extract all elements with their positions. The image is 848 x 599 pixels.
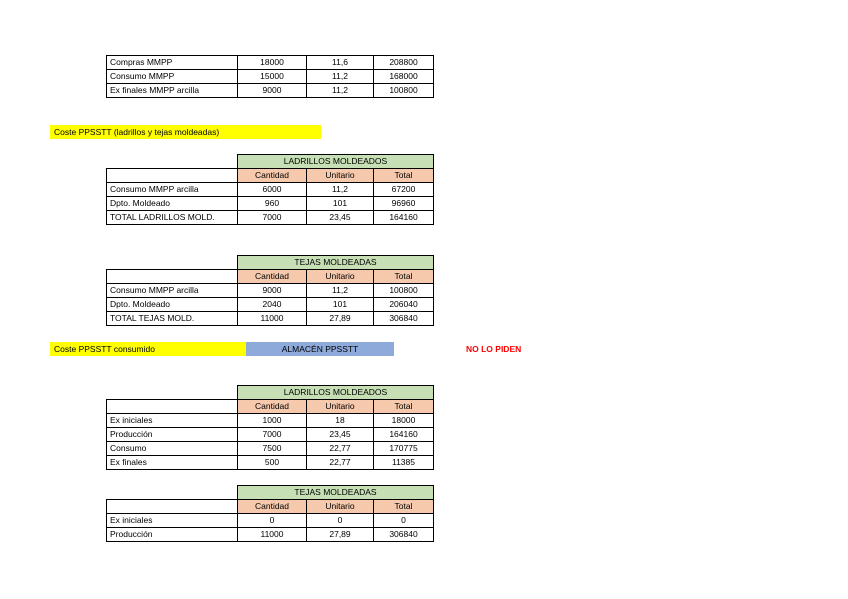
row-label: Dpto. Moldeado [107,298,238,312]
table-row [107,428,434,442]
row-label: TOTAL LADRILLOS MOLD. [107,211,238,225]
column-header: Total [374,169,434,183]
cell-unitario: 11,2 [307,70,374,84]
ladrillos-warehouse-table [106,385,434,470]
table-title: LADRILLOS MOLDEADOS [238,386,434,400]
table-header-row [107,400,434,414]
row-label: Ex iniciales [107,414,238,428]
table-header-row [107,169,434,183]
cell-cantidad: 960 [238,197,307,211]
cell-unitario: 18 [307,414,374,428]
cell-total: 164160 [374,428,434,442]
cell-cantidad: 0 [238,514,307,528]
row-label: Producción [107,528,238,542]
cell-unitario: 27,89 [307,312,374,326]
column-header: Total [374,400,434,414]
cell-unitario: 0 [307,514,374,528]
section-band-coste-consumido: Coste PPSSTT consumido [50,342,246,356]
cell-unitario: 11,2 [307,84,374,98]
cell-total: 100800 [374,284,434,298]
column-header: Total [374,270,434,284]
column-header: Unitario [307,169,374,183]
cell-total: 100800 [374,84,434,98]
row-label: Ex finales [107,456,238,470]
purchases-table [106,55,434,98]
table-title-row [107,256,434,270]
cell-cantidad: 11000 [238,528,307,542]
row-label: Consumo MMPP arcilla [107,284,238,298]
table-row [107,284,434,298]
cell-total: 164160 [374,211,434,225]
column-header: Cantidad [238,270,307,284]
cell-total: 208800 [374,56,434,70]
cell-unitario: 22,77 [307,442,374,456]
row-label: Consumo [107,442,238,456]
table-title: TEJAS MOLDEADAS [238,486,434,500]
table-row [107,211,434,225]
table-row [107,183,434,197]
cell-unitario: 23,45 [307,211,374,225]
table-row [107,312,434,326]
row-label: Ex iniciales [107,514,238,528]
row-label: Dpto. Moldeado [107,197,238,211]
cell-cantidad: 9000 [238,284,307,298]
table-row [107,442,434,456]
cell-total: 306840 [374,528,434,542]
column-header: Total [374,500,434,514]
table-row [107,414,434,428]
cell-total: 170775 [374,442,434,456]
cell-cantidad: 2040 [238,298,307,312]
cell-total: 11385 [374,456,434,470]
tejas-warehouse-table [106,485,434,542]
row-label: Ex finales MMPP arcilla [107,84,238,98]
cell-total: 96960 [374,197,434,211]
row-label: TOTAL TEJAS MOLD. [107,312,238,326]
cell-unitario: 23,45 [307,428,374,442]
cell-unitario: 101 [307,298,374,312]
table-header-row [107,500,434,514]
table-header-row [107,270,434,284]
table-row [107,456,434,470]
cell-total: 0 [374,514,434,528]
ladrillos-cost-table [106,154,434,225]
cell-total: 206040 [374,298,434,312]
table-title-row [107,155,434,169]
cell-cantidad: 7000 [238,211,307,225]
table-row [107,514,434,528]
table-title: LADRILLOS MOLDEADOS [238,155,434,169]
column-header: Cantidad [238,400,307,414]
row-label: Consumo MMPP [107,70,238,84]
cell-total: 67200 [374,183,434,197]
cell-unitario: 11,2 [307,284,374,298]
cell-unitario: 27,89 [307,528,374,542]
table-row [107,56,434,70]
tejas-cost-table [106,255,434,326]
cell-total: 306840 [374,312,434,326]
cell-cantidad: 1000 [238,414,307,428]
table-row [107,197,434,211]
cell-cantidad: 18000 [238,56,307,70]
table-row [107,298,434,312]
cell-cantidad: 11000 [238,312,307,326]
cell-total: 168000 [374,70,434,84]
table-row [107,70,434,84]
table-title-row [107,386,434,400]
almacen-band: ALMACÉN PPSSTT [246,342,394,356]
cell-cantidad: 500 [238,456,307,470]
table-title-row [107,486,434,500]
table-title: TEJAS MOLDEADAS [238,256,434,270]
column-header: Unitario [307,500,374,514]
section-band-coste-ppsstt: Coste PPSSTT (ladrillos y tejas moldeadas) [50,125,321,139]
note-no-lo-piden: NO LO PIDEN [466,344,522,354]
cell-cantidad: 7500 [238,442,307,456]
cell-unitario: 101 [307,197,374,211]
cell-cantidad: 15000 [238,70,307,84]
cell-cantidad: 9000 [238,84,307,98]
cell-unitario: 22,77 [307,456,374,470]
cell-cantidad: 6000 [238,183,307,197]
row-label: Compras MMPP [107,56,238,70]
cell-unitario: 11,2 [307,183,374,197]
cell-total: 18000 [374,414,434,428]
table-row [107,528,434,542]
table-row [107,84,434,98]
column-header: Unitario [307,270,374,284]
column-header: Cantidad [238,169,307,183]
cell-cantidad: 7000 [238,428,307,442]
row-label: Producción [107,428,238,442]
row-label: Consumo MMPP arcilla [107,183,238,197]
cell-unitario: 11,6 [307,56,374,70]
column-header: Cantidad [238,500,307,514]
column-header: Unitario [307,400,374,414]
